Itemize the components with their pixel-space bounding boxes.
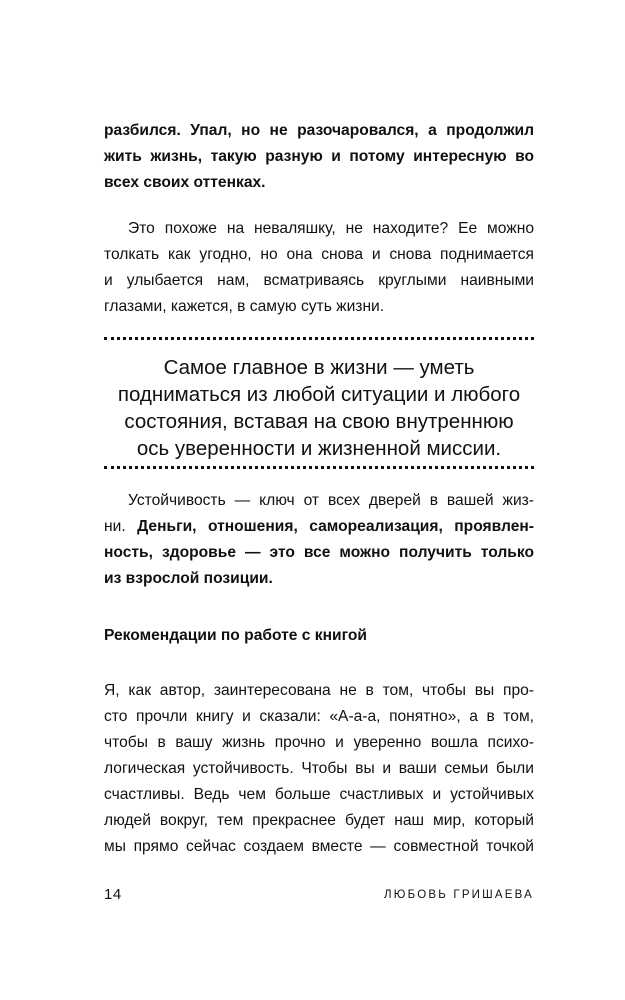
paragraph-ustoichivost (104, 488, 534, 592)
text-line: из взрослой позиции. (104, 570, 273, 587)
text-line: всех своих оттенках. (104, 174, 266, 191)
intro-bold-paragraph (104, 118, 534, 196)
running-footer-author: ЛЮБОВЬ ГРИШАЕВА (384, 889, 534, 901)
quote-line: подниматься из любой ситуации и любого (117, 383, 521, 406)
text-segment-bold: Деньги, отношения, самореализация, проявлен- (137, 518, 534, 535)
text-line: чтобы в вашу жизнь прочно и уверенно вошла психо- (104, 734, 534, 751)
text-line: людей вокруг, тем прекраснее будет наш мир, который (104, 812, 534, 829)
text-line: жить жизнь, такую разную и потому интересную во (104, 148, 534, 165)
text-line: разбился. Упал, но не разочаровался, а продолжил (104, 122, 534, 139)
text-line: ность, здоровье — это все можно получить только (104, 544, 534, 561)
quote-top-divider (104, 337, 534, 340)
text-line: Это похоже на неваляшку, не находите? Ее можно (128, 220, 534, 237)
text-line: сто прочли книгу и сказали: «А-а-а, понятно», а в том, (104, 708, 534, 725)
paragraph-recommendations (104, 678, 534, 860)
text-line: глазами, кажется, в самую суть жизни. (104, 298, 385, 315)
text-line: Я, как автор, заинтересована не в том, чтобы вы про- (104, 682, 534, 699)
text-line: толкать как угодно, но она снова и снова поднимается (104, 246, 534, 263)
page-number: 14 (104, 886, 122, 903)
text-line: и улыбается нам, всматриваясь круглыми наивными (104, 272, 534, 289)
text-line-mixed (104, 514, 534, 540)
paragraph-nevalyashka (104, 216, 534, 320)
text-segment: ни. (104, 518, 138, 535)
text-line: Устойчивость — ключ от всех дверей в вашей жиз- (128, 492, 534, 509)
text-line: счастливы. Ведь чем больше счастливых и устойчивых (104, 786, 534, 803)
quote-bottom-divider (104, 466, 534, 469)
text-line: мы прямо сейчас создаем вместе — совместной точкой (104, 838, 534, 855)
section-heading: Рекомендации по работе с книгой (104, 627, 367, 644)
quote-line: ось уверенности и жизненной миссии. (136, 437, 502, 460)
pull-quote (104, 354, 534, 462)
quote-line: Самое главное в жизни — уметь (163, 356, 475, 379)
quote-line: состояния, вставая на свою внутреннюю (124, 410, 514, 433)
text-line: логическая устойчивость. Чтобы вы и ваши семьи были (104, 760, 534, 777)
